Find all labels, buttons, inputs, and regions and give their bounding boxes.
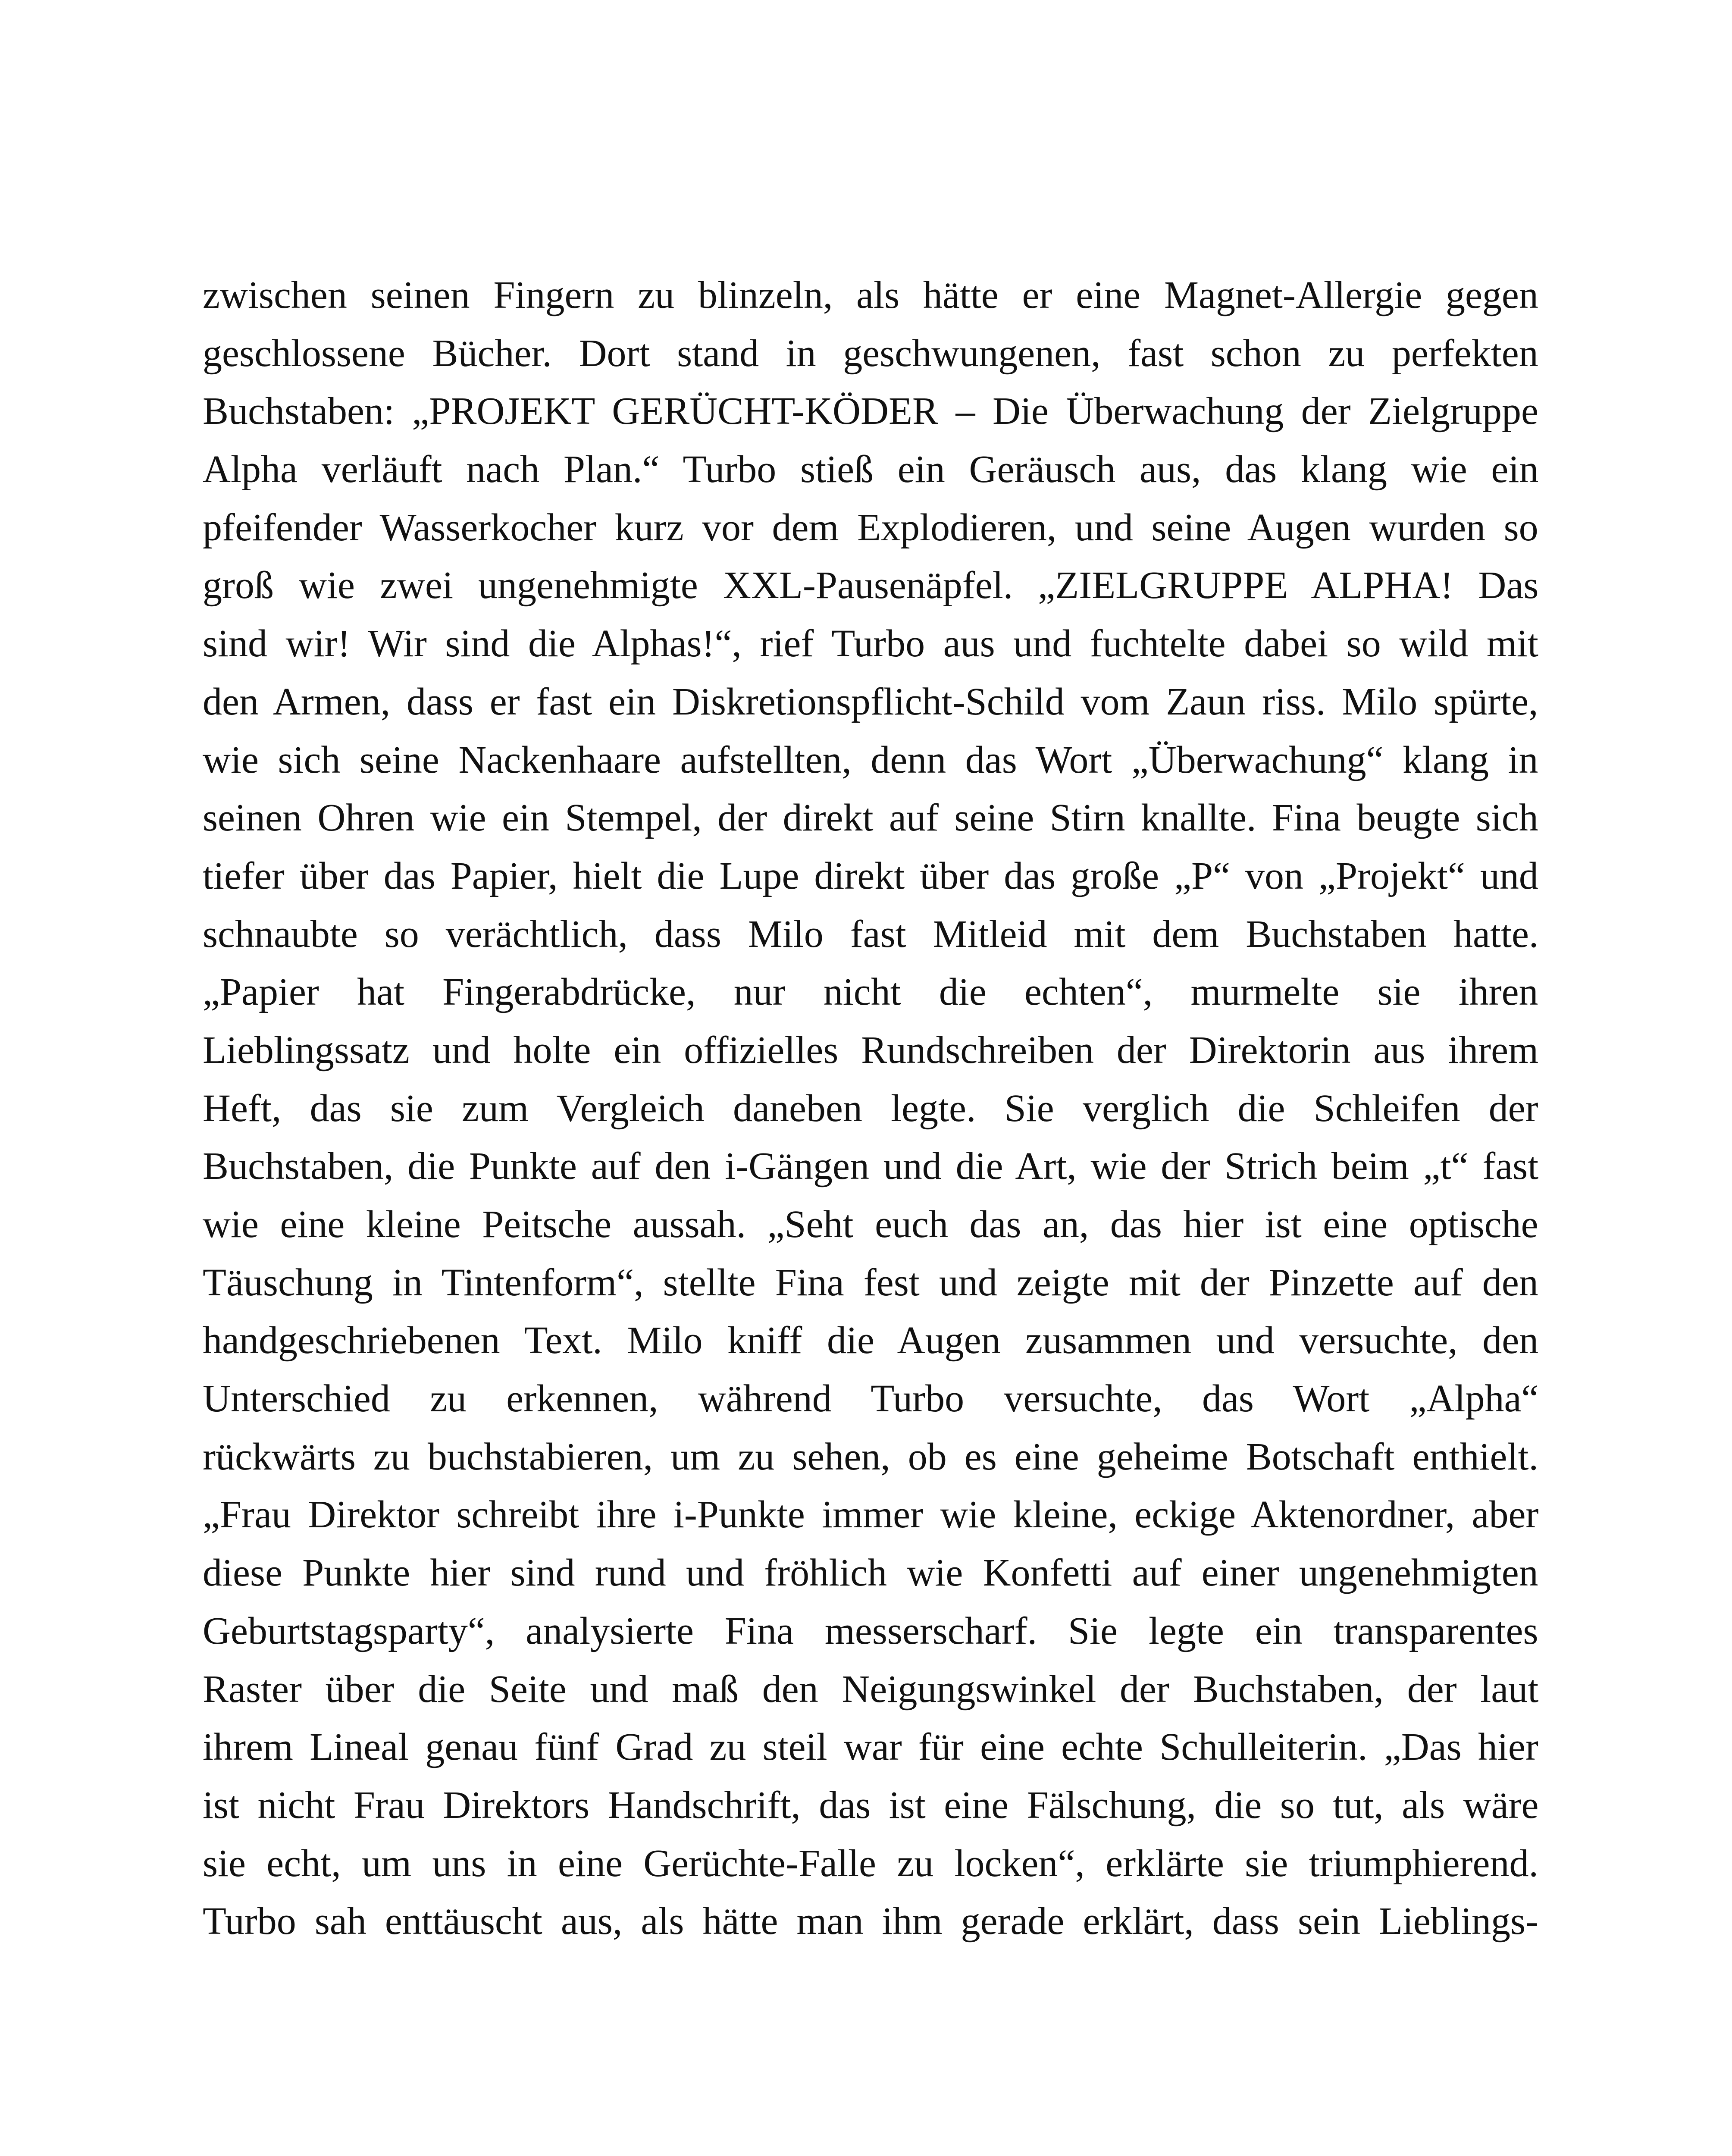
text-line: ihrem Lineal genau fünf Grad zu steil war für eine echte Schulleiterin. „Das hier [203,1726,1538,1769]
text-line: den Armen, dass er fast ein Diskretionspflicht-Schild vom Zaun riss. Milo spürte, [203,680,1538,723]
text-line: Heft, das sie zum Vergleich daneben legte. Sie verglich die Schleifen der [203,1087,1538,1130]
text-line: ist nicht Frau Direktors Handschrift, das ist eine Fälschung, die so tut, als wäre [203,1783,1539,1827]
text-line: geschlossene Bücher. Dort stand in geschwungenen, fast schon zu perfekten [203,332,1538,375]
text-line: Turbo sah enttäuscht aus, als hätte man ihm gerade erklärt, dass sein Lieblings- [203,1900,1538,1943]
text-line: tiefer über das Papier, hielt die Lupe direkt über das große „P“ von „Projekt“ und [203,854,1538,897]
text-line: sie echt, um uns in eine Gerüchte-Falle zu locken“, erklärte sie triumphierend. [203,1842,1538,1885]
text-line: wie sich seine Nackenhaare aufstellten, denn das Wort „Überwachung“ klang in [203,738,1538,781]
text-line: Geburtstagsparty“, analysierte Fina messerscharf. Sie legte ein transparentes [203,1609,1538,1652]
text-line: sind wir! Wir sind die Alphas!“, rief Turbo aus und fuchtelte dabei so wild mit [203,622,1538,665]
text-line: zwischen seinen Fingern zu blinzeln, als hätte er eine Magnet-Allergie gegen [203,274,1538,317]
text-line: „Papier hat Fingerabdrücke, nur nicht die echten“, murmelte sie ihren [203,971,1538,1014]
text-line: pfeifender Wasserkocher kurz vor dem Explodieren, und seine Augen wurden so [203,506,1538,549]
text-line: rückwärts zu buchstabieren, um zu sehen, ob es eine geheime Botschaft enthielt. [203,1435,1539,1478]
text-line: „Frau Direktor schreibt ihre i-Punkte immer wie kleine, eckige Aktenordner, aber [203,1493,1539,1536]
text-line: Unterschied zu erkennen, während Turbo versuchte, das Wort „Alpha“ [203,1377,1539,1420]
text-line: diese Punkte hier sind rund und fröhlich wie Konfetti auf einer ungenehmigten [203,1551,1538,1595]
text-line: Buchstaben: „PROJEKT GERÜCHT-KÖDER – Die Überwachung der Zielgruppe [203,390,1538,433]
text-line: Buchstaben, die Punkte auf den i-Gängen und die Art, wie der Strich beim „t“ fast [203,1145,1539,1188]
text-line: Täuschung in Tintenform“, stellte Fina fest und zeigte mit der Pinzette auf den [203,1261,1538,1304]
text-line: groß wie zwei ungenehmigte XXL-Pausenäpfel. „ZIELGRUPPE ALPHA! Das [203,564,1539,607]
body-paragraph [203,266,1538,1951]
text-line: Raster über die Seite und maß den Neigungswinkel der Buchstaben, der laut [203,1667,1539,1711]
text-line: wie eine kleine Peitsche aussah. „Seht euch das an, das hier ist eine optische [203,1203,1538,1246]
text-line: Alpha verläuft nach Plan.“ Turbo stieß ein Geräusch aus, das klang wie ein [203,448,1539,491]
text-line: schnaubte so verächtlich, dass Milo fast Mitleid mit dem Buchstaben hatte. [203,912,1539,956]
text-line: handgeschriebenen Text. Milo kniff die Augen zusammen und versuchte, den [203,1319,1539,1362]
text-line: seinen Ohren wie ein Stempel, der direkt auf seine Stirn knallte. Fina beugte sich [203,796,1538,840]
text-line: Lieblingssatz und holte ein offizielles Rundschreiben der Direktorin aus ihrem [203,1028,1539,1072]
